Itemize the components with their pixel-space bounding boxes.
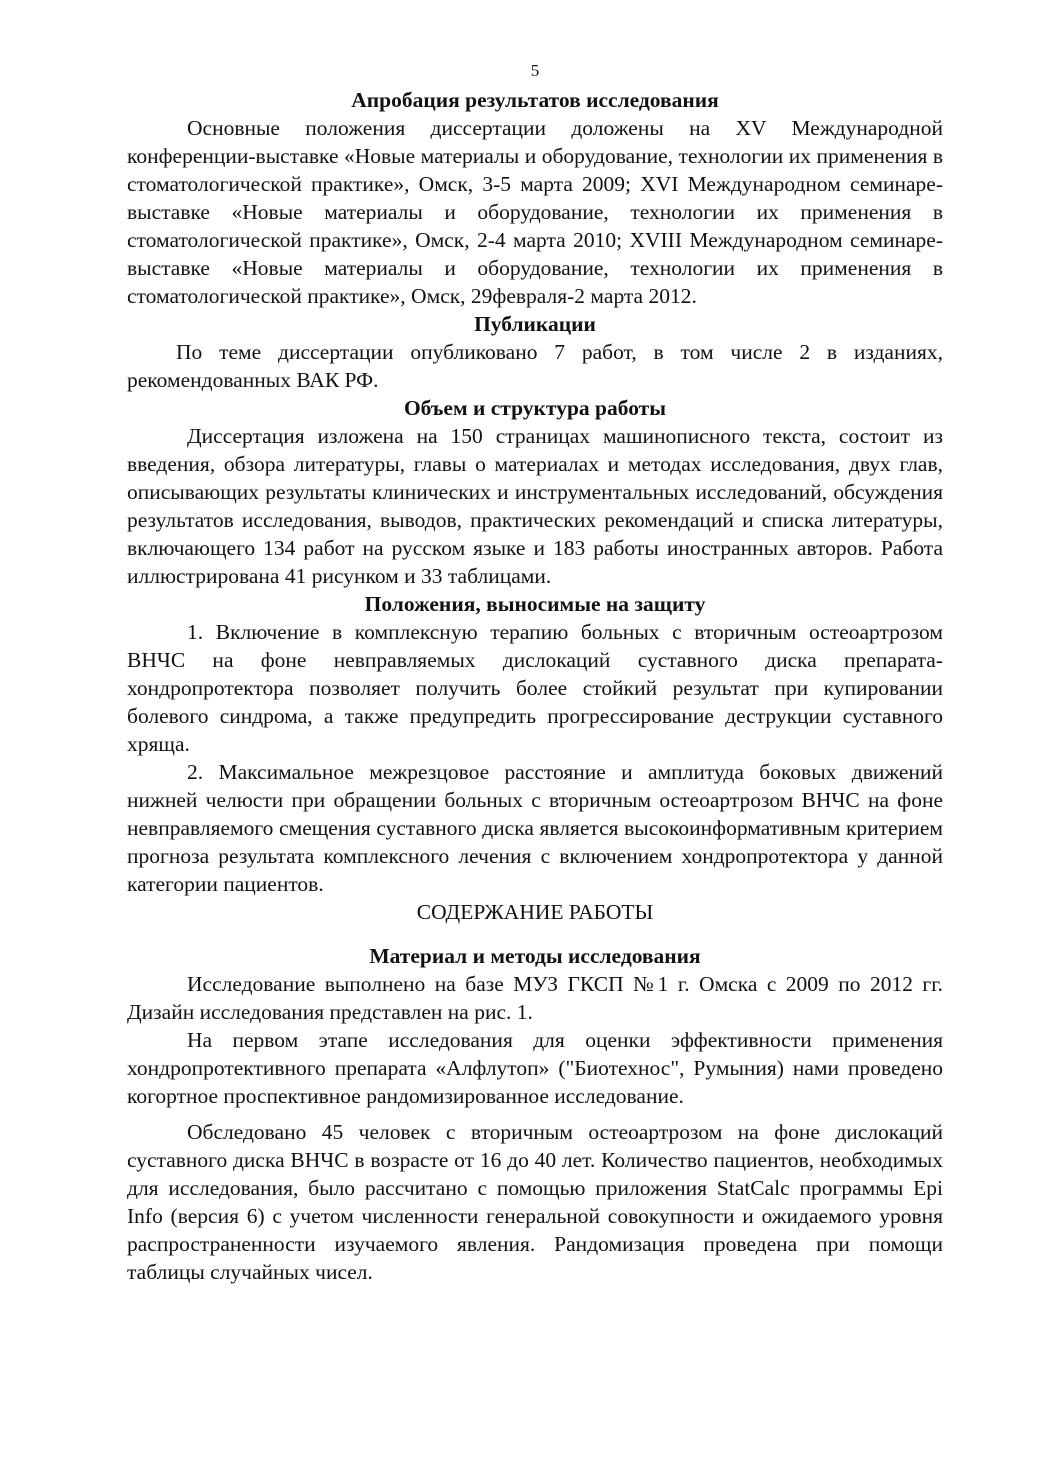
paragraph-publications: По теме диссертации опубликовано 7 работ, в том числе 2 в изданиях, рекомендованных ВАК РФ. xyxy=(127,340,943,392)
section-title-methods: Материал и методы исследования xyxy=(369,944,701,968)
document-page xyxy=(127,58,943,1286)
section-title-structure: Объем и структура работы xyxy=(403,396,667,420)
section-title-theses: Положения, выносимые на защиту xyxy=(364,592,706,616)
section-title-content: СОДЕРЖАНИЕ РАБОТЫ xyxy=(416,900,654,924)
paragraph-structure: Диссертация изложена на 150 страницах машинописного текста, состоит из введения, обзора литературы, главы о материалах и методах исследования, двух глав, описывающих результаты клинических и инструментальных исследований, обсуждения результатов исследования, выводов, практических рекомендаций и списка литературы, включающего 134 работ на русском языке и 183 работы иностранных авторов. Работа иллюстрирована 41 рисунком и 33 таблицами. xyxy=(127,424,943,588)
page-number: 5 xyxy=(530,61,540,80)
section-title-approbation: Апробация результатов исследования xyxy=(351,88,719,112)
paragraph-thesis-2: 2. Максимальное межрезцовое расстояние и амплитуда боковых движений нижней челюсти при обращении больных с вторичным остеоартрозом ВНЧС на фоне невправляемого смещения суставного диска является высокоинформативным критерием прогноза результата комплексного лечения с включением хондропротектора у данной категории пациентов. xyxy=(127,760,943,896)
paragraph-methods-1: Исследование выполнено на базе МУЗ ГКСП №1 г. Омска с 2009 по 2012 гг. Дизайн исследования представлен на рис. 1. xyxy=(127,972,943,1024)
paragraph-methods-3: Обследовано 45 человек с вторичным остеоартрозом на фоне дислокаций суставного диска ВНЧС в возрасте от 16 до 40 лет. Количество пациентов, необходимых для исследования, было рассчитано с помощью приложения StatCalc программы Epi Info (версия 6) с учетом численности генеральной совокупности и ожидаемого уровня распространенности изучаемого явления. Рандомизация проведена при помощи таблицы случайных чисел. xyxy=(127,1120,943,1284)
section-title-publications: Публикации xyxy=(474,312,596,336)
paragraph-thesis-1: 1. Включение в комплексную терапию больных с вторичным остеоартрозом ВНЧС на фоне невправляемых дислокаций суставного диска препарата-хондропротектора позволяет получить более стойкий результат при купировании болевого синдрома, а также предупредить прогрессирование деструкции суставного хряща. xyxy=(127,620,943,756)
paragraph-methods-2: На первом этапе исследования для оценки эффективности применения хондропротективного препарата «Алфлутоп» ("Биотехнос", Румыния) нами проведено когортное проспективное рандомизированное исследование. xyxy=(127,1028,943,1108)
paragraph-approbation: Основные положения диссертации доложены на XV Международной конференции-выставке «Новые материалы и оборудование, технологии их применения в стоматологической практике», Омск, 3-5 марта 2009; XVI Международном семинаре-выставке «Новые материалы и оборудование, технологии их применения в стоматологической практике», Омск, 2-4 марта 2010; XVIII Международном семинаре-выставке «Новые материалы и оборудование, технологии их применения в стоматологической практике», Омск, 29февраля-2 марта 2012. xyxy=(127,116,943,308)
